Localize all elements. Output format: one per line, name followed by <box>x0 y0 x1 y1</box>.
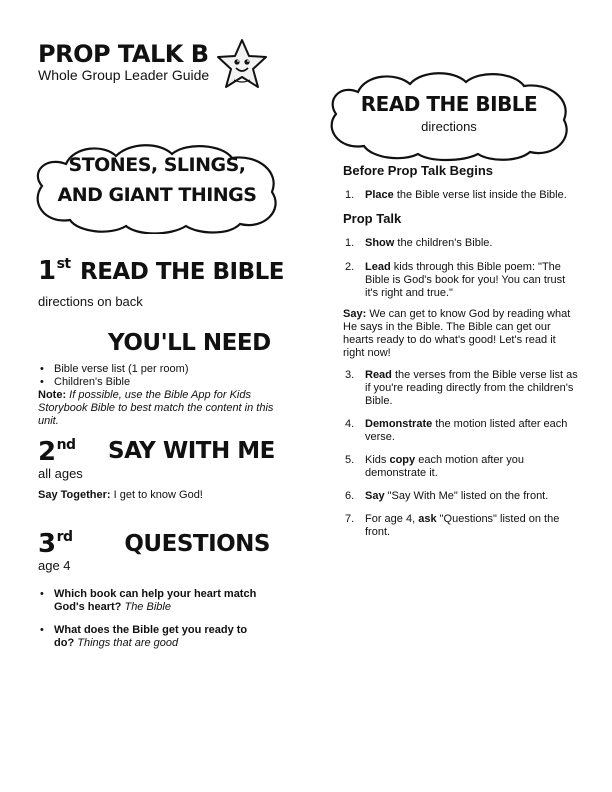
section-1-number <box>38 256 71 286</box>
unit-title-cloud <box>26 140 288 234</box>
section-3-number <box>38 529 73 559</box>
step-text: the children's Bible. <box>397 237 493 249</box>
section-2-number <box>38 437 76 467</box>
question-text: Which book can help your heart match God's heart? <box>54 588 257 613</box>
section-3-digit: 3 <box>38 529 56 559</box>
guide-title: PROP TALK B <box>38 40 209 68</box>
guide-subtitle: Whole Group Leader Guide <box>38 67 210 83</box>
leader-say <box>343 308 579 360</box>
question-answer: Things that are good <box>77 637 179 649</box>
youll-need-heading: YOU'LL NEED <box>108 330 271 356</box>
supplies-note <box>38 389 278 428</box>
step-verb: Show <box>365 237 395 249</box>
step-prefix: For age 4, <box>365 513 416 525</box>
question-answer: The Bible <box>124 601 171 613</box>
step-item <box>343 513 579 539</box>
step-verb: copy <box>389 454 416 466</box>
step-number: 4. <box>345 418 355 430</box>
step-verb: Say <box>365 490 385 502</box>
questions-list <box>38 588 260 650</box>
step-text: "Questions" listed on the front. <box>365 513 560 538</box>
step-number: 2. <box>345 261 355 273</box>
step-text: the motion listed after each verse. <box>365 418 568 443</box>
say-together-text: I get to know God! <box>113 489 203 501</box>
step-item <box>343 189 579 202</box>
say-together-label: Say Together: <box>38 489 111 501</box>
say-label: Say: <box>343 308 367 320</box>
step-verb: Lead <box>365 261 391 273</box>
directions-title: READ THE BIBLE <box>360 92 538 116</box>
step-verb: Place <box>365 189 394 201</box>
section-3-heading: QUESTIONS <box>124 531 270 557</box>
section-2-heading: SAY WITH ME <box>108 438 275 464</box>
say-together <box>38 489 203 502</box>
step-verb: ask <box>418 513 437 525</box>
note-label: Note: <box>38 389 67 401</box>
unit-title-line1: STONES, SLINGS, <box>68 154 246 176</box>
step-number: 1. <box>345 237 355 249</box>
supplies-list <box>38 363 278 389</box>
question-item <box>38 588 260 614</box>
step-prefix: Kids <box>365 454 387 466</box>
before-steps <box>343 189 579 202</box>
question-text: What does the Bible get you ready to do? <box>54 624 248 649</box>
prop-talk-steps-a <box>343 237 579 300</box>
step-item <box>343 418 579 444</box>
unit-title-line2: AND GIANT THINGS <box>57 184 257 206</box>
step-text: each motion after you demonstrate it. <box>365 454 525 479</box>
step-text: the Bible verse list inside the Bible. <box>396 189 567 201</box>
before-heading: Before Prop Talk Begins <box>343 163 494 178</box>
step-item <box>343 490 579 503</box>
step-number: 1. <box>345 189 355 201</box>
step-verb: Read <box>365 369 392 381</box>
step-text: kids through this Bible poem: "The Bible is God's book for you! You can trust it's right and true." <box>365 261 566 299</box>
step-text: the verses from the Bible verse list as if you're reading directly from the children's Bible. <box>365 369 578 407</box>
note-text: If possible, use the Bible App for Kids Storybook Bible to best match the content in this unit. <box>38 389 274 427</box>
prop-talk-heading: Prop Talk <box>343 211 402 226</box>
say-text: We can get to know God by reading what He says in the Bible. The Bible can get our hearts ready to do what's good! Let's read it right now! <box>343 308 571 359</box>
step-item <box>343 237 579 250</box>
supply-item: • Bible verse list (1 per room) <box>38 363 278 376</box>
supply-item: • Children's Bible <box>38 376 278 389</box>
section-2-digit: 2 <box>38 437 56 467</box>
question-item <box>38 624 260 650</box>
step-number: 7. <box>345 513 355 525</box>
step-text: "Say With Me" listed on the front. <box>387 490 549 502</box>
step-item <box>343 369 579 408</box>
step-number: 3. <box>345 369 355 381</box>
star-mascot-icon <box>214 36 270 94</box>
step-number: 5. <box>345 454 355 466</box>
directions-title-cloud <box>322 66 576 162</box>
section-1-note: directions on back <box>38 294 143 309</box>
step-item <box>343 261 579 300</box>
section-3-ages: age 4 <box>38 558 71 573</box>
step-item <box>343 454 579 480</box>
directions-subtitle: directions <box>421 119 477 134</box>
step-verb: Demonstrate <box>365 418 433 430</box>
section-2-ages: all ages <box>38 466 83 481</box>
section-1-digit: 1 <box>38 256 56 286</box>
step-number: 6. <box>345 490 355 502</box>
section-1-heading: READ THE BIBLE <box>80 259 284 285</box>
prop-talk-steps-b <box>343 369 579 539</box>
section-2-suffix: nd <box>56 437 76 453</box>
section-1-suffix: st <box>56 256 71 272</box>
section-3-suffix: rd <box>56 529 73 545</box>
